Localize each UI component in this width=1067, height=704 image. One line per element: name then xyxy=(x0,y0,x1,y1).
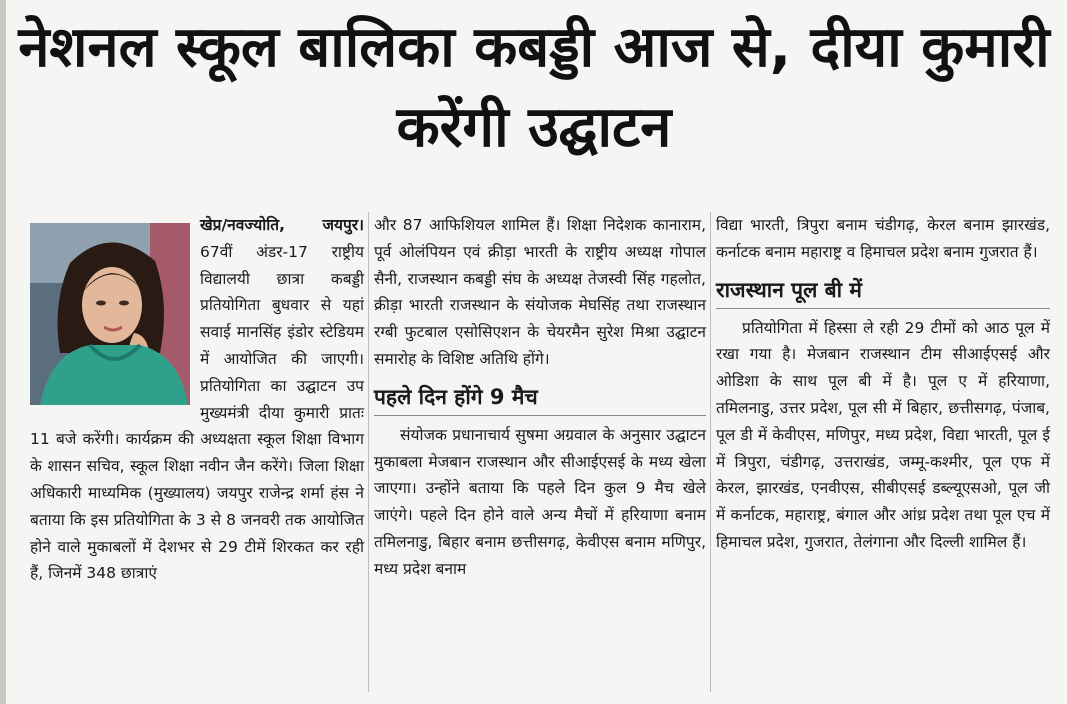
intro-paragraph xyxy=(30,212,364,587)
article-column-1 xyxy=(30,212,364,587)
article-column-2 xyxy=(374,212,706,583)
headline: नेशनल स्कूल बालिका कबड्डी आज से, दीया कुमारी करेंगी उद्घाटन xyxy=(18,15,1050,160)
portrait-photo xyxy=(30,223,190,405)
pools-paragraph: प्रतियोगिता में हिस्सा ले रही 29 टीमों को आठ पूल में रखा गया है। मेजबान राजस्थान टीम सीआईएसई और ओडिशा के साथ पूल बी में है। पूल ए में हरियाणा, तमिलनाडु, उत्तर प्रदेश, पूल सी में बिहार, छत्तीसगढ़, पंजाब, पूल डी में केवीएस, मणिपुर, मध्य प्रदेश, विद्या भारती, पूल ई में त्रिपुरा, चंडीगढ़, उत्तराखंड, जम्मू-कश्मीर, पूल एफ में केरल, झारखंड, एनवीएस, सीबीएसई डब्ल्यूएसओ, पूल जी में कर्नाटक, महाराष्ट्र, बंगाल और आंध्र प्रदेश तथा पूल एच में हिमाचल प्रदेश, गुजरात, तेलंगाना और दिल्ली शामिल हैं। xyxy=(716,318,1050,551)
column-divider xyxy=(368,212,369,692)
continued-paragraph: विद्या भारती, त्रिपुरा बनाम चंडीगढ़, केरल बनाम झारखंड, कर्नाटक बनाम महाराष्ट्र व हिमाचल प्रदेश बनाम गुजरात हैं। xyxy=(716,216,1050,261)
continued-paragraph: और 87 आफिशियल शामिल हैं। शिक्षा निदेशक कानाराम, पूर्व ओलंपियन एवं क्रीड़ा भारती के राष्ट्रीय अध्यक्ष गोपाल सैनी, राजस्थान कबड्डी संघ के अध्यक्ष तेजस्वी सिंह गहलोत, क्रीड़ा भारती राजस्थान के संयोजक मेघसिंह तथा राजस्थान रग्बी फुटबाल एसोसिएशन के चेयरमैन सुरेश मिश्रा उद्घाटन समारोह के विशिष्ट अतिथि होंगे। xyxy=(374,216,706,368)
first-day-paragraph: संयोजक प्रधानाचार्य सुषमा अग्रवाल के अनुसार उद्घाटन मुकाबला मेजबान राजस्थान और सीआईएसई के मध्य खेला जाएगा। उन्होंने बताया कि पहले दिन कुल 9 मैच खेले जाएंगे। पहले दिन होने वाले अन्य मैचों में हरियाणा बनाम तमिलनाडु, बिहार बनाम छत्तीसगढ़, केवीएस बनाम मणिपुर, मध्य प्रदेश बनाम xyxy=(374,425,706,578)
page-edge xyxy=(0,0,6,704)
article-column-3 xyxy=(716,212,1050,556)
subheading-first-day: पहले दिन होंगे 9 मैच xyxy=(374,377,706,416)
intro-text: 67वीं अंडर-17 राष्ट्रीय विद्यालयी छात्रा कबड्डी प्रतियोगिता बुधवार से यहां सवाई मानसिंह इंडोर स्टेडियम में आयोजित की जाएगी। प्रतियोगिता का उद्घाटन उप मुख्यमंत्री दीया कुमारी प्रातः 11 बजे करेंगी। कार्यक्रम की अध्यक्षता स्कूल शिक्षा विभाग के शासन सचिव, स्कूल शिक्षा नवीन जैन करेंगे। जिला शिक्षा अधिकारी माध्यमिक (मुख्यालय) जयपुर राजेन्द्र शर्मा हंस ने बताया कि इस प्रतियोगिता के 3 से 8 जनवरी तक आयोजित होने वाले मुकाबलों में देशभर से 29 टीमें शिरकत कर रही हैं, जिनमें 348 छात्राएं xyxy=(30,242,364,583)
subheading-pool-b: राजस्थान पूल बी में xyxy=(716,270,1050,309)
column-divider xyxy=(710,212,711,692)
dateline: खेप्र/नवज्योति, जयपुर। xyxy=(200,216,364,234)
